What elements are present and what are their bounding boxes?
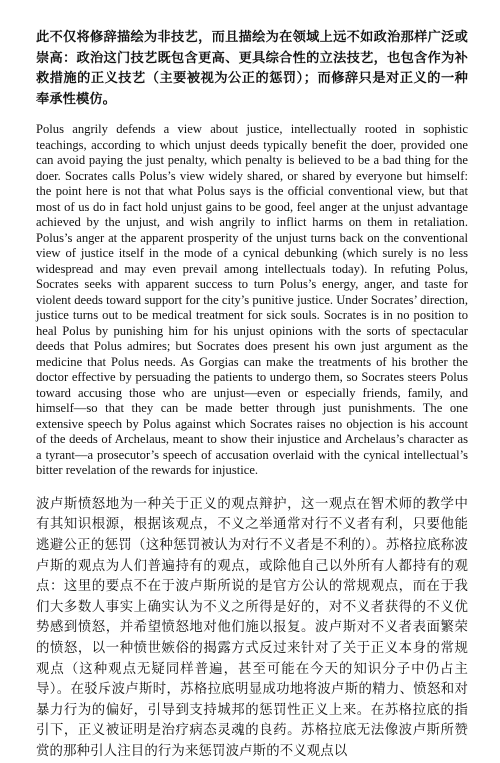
english-paragraph: Polus angrily defends a view about justice, intellectually rooted in sophistic teachings, according to which unjust deeds typically benefit the doer, provided one can avoid paying the just penalty, which penalty is believed to be a bad thing for the doer. Socrates calls Polus’s view widely shared, or shared by everyone but himself: the point here is not that what Polus says is the official conventional view, but that most of us do in fact hold unjust gains to be good, feel anger at the unjust advantage achieved by the unjust, and wish angrily to inflict harms on them in retaliation. Polus’s anger at the apparent prosperity of the unjust turns back on the conventional view of justice itself in the mode of a cynical debunking (which surely is no less widespread and may even prevail among intellectuals today). In refuting Polus, Socrates seeks with apparent success to turn Polus’s energy, anger, and taste for violent deeds toward support for the city’s punitive justice. Under Socrates’ direction, justice turns out to be medical treatment for sick souls. Socrates is in no position to heal Polus by punishing him for his unjust opinions with the sorts of spectacular deeds that Polus admires; but Socrates does present his own just argument as the medicine that Polus needs. As Gorgias can make the treatments of his brother the doctor effective by persuading the patients to undergo them, so Socrates steers Polus toward accusing those who are unjust—even or especially friends, family, and himself—so that they can be made better through just punishments. The one extensive speech by Polus against which Socrates raises no objection is his account of the deeds of Archelaus, meant to show their injustice and Archelaus’s character as a tyrant—a prosecutor’s speech of accusation overlaid with the cynical intellectual’s bitter revelation of the rewards for injustice. [36,122,468,478]
chinese-intro-paragraph: 此不仅将修辞描绘为非技艺，而且描绘为在领域上远不如政治那样广泛或崇高：政治这门技艺既包含更高、更具综合性的立法技艺，也包含作为补救措施的正义技艺（主要被视为公正的惩罚）；而修辞只是对正义的一种奉承性模仿。 [36,30,468,107]
chinese-translation-paragraph: 波卢斯愤怒地为一种关于正义的观点辩护，这一观点在智术师的教学中有其知识根源，根据该观点，不义之举通常对行不义者有利，只要他能逃避公正的惩罚（这种惩罚被认为对行不义者是不利的）。苏格拉底称波卢斯的观点为人们普遍持有的观点，或除他自己以外所有人都持有的观点：这里的要点不在于波卢斯所说的是官方公认的常规观点，而在于我们大多数人事实上确实认为不义之所得是好的，对不义者获得的不义优势感到愤怒，并希望愤怒地对他们施以报复。波卢斯对不义者表面繁荣的愤怒，以一种愤世嫉俗的揭露方式反过来针对了关于正义本身的常规观点（这种观点无疑同样普遍，甚至可能在今天的知识分子中仍占主导）。在驳斥波卢斯时，苏格拉底明显成功地将波卢斯的精力、愤怒和对暴力行为的偏好，引导到支持城邦的惩罚性正义上来。在苏格拉底的指引下，正义被证明是治疗病态灵魂的良药。苏格拉底无法像波卢斯所赞赏的那种引人注目的行为来惩罚波卢斯的不义观点以 [36,496,468,759]
document-page [36,28,468,763]
